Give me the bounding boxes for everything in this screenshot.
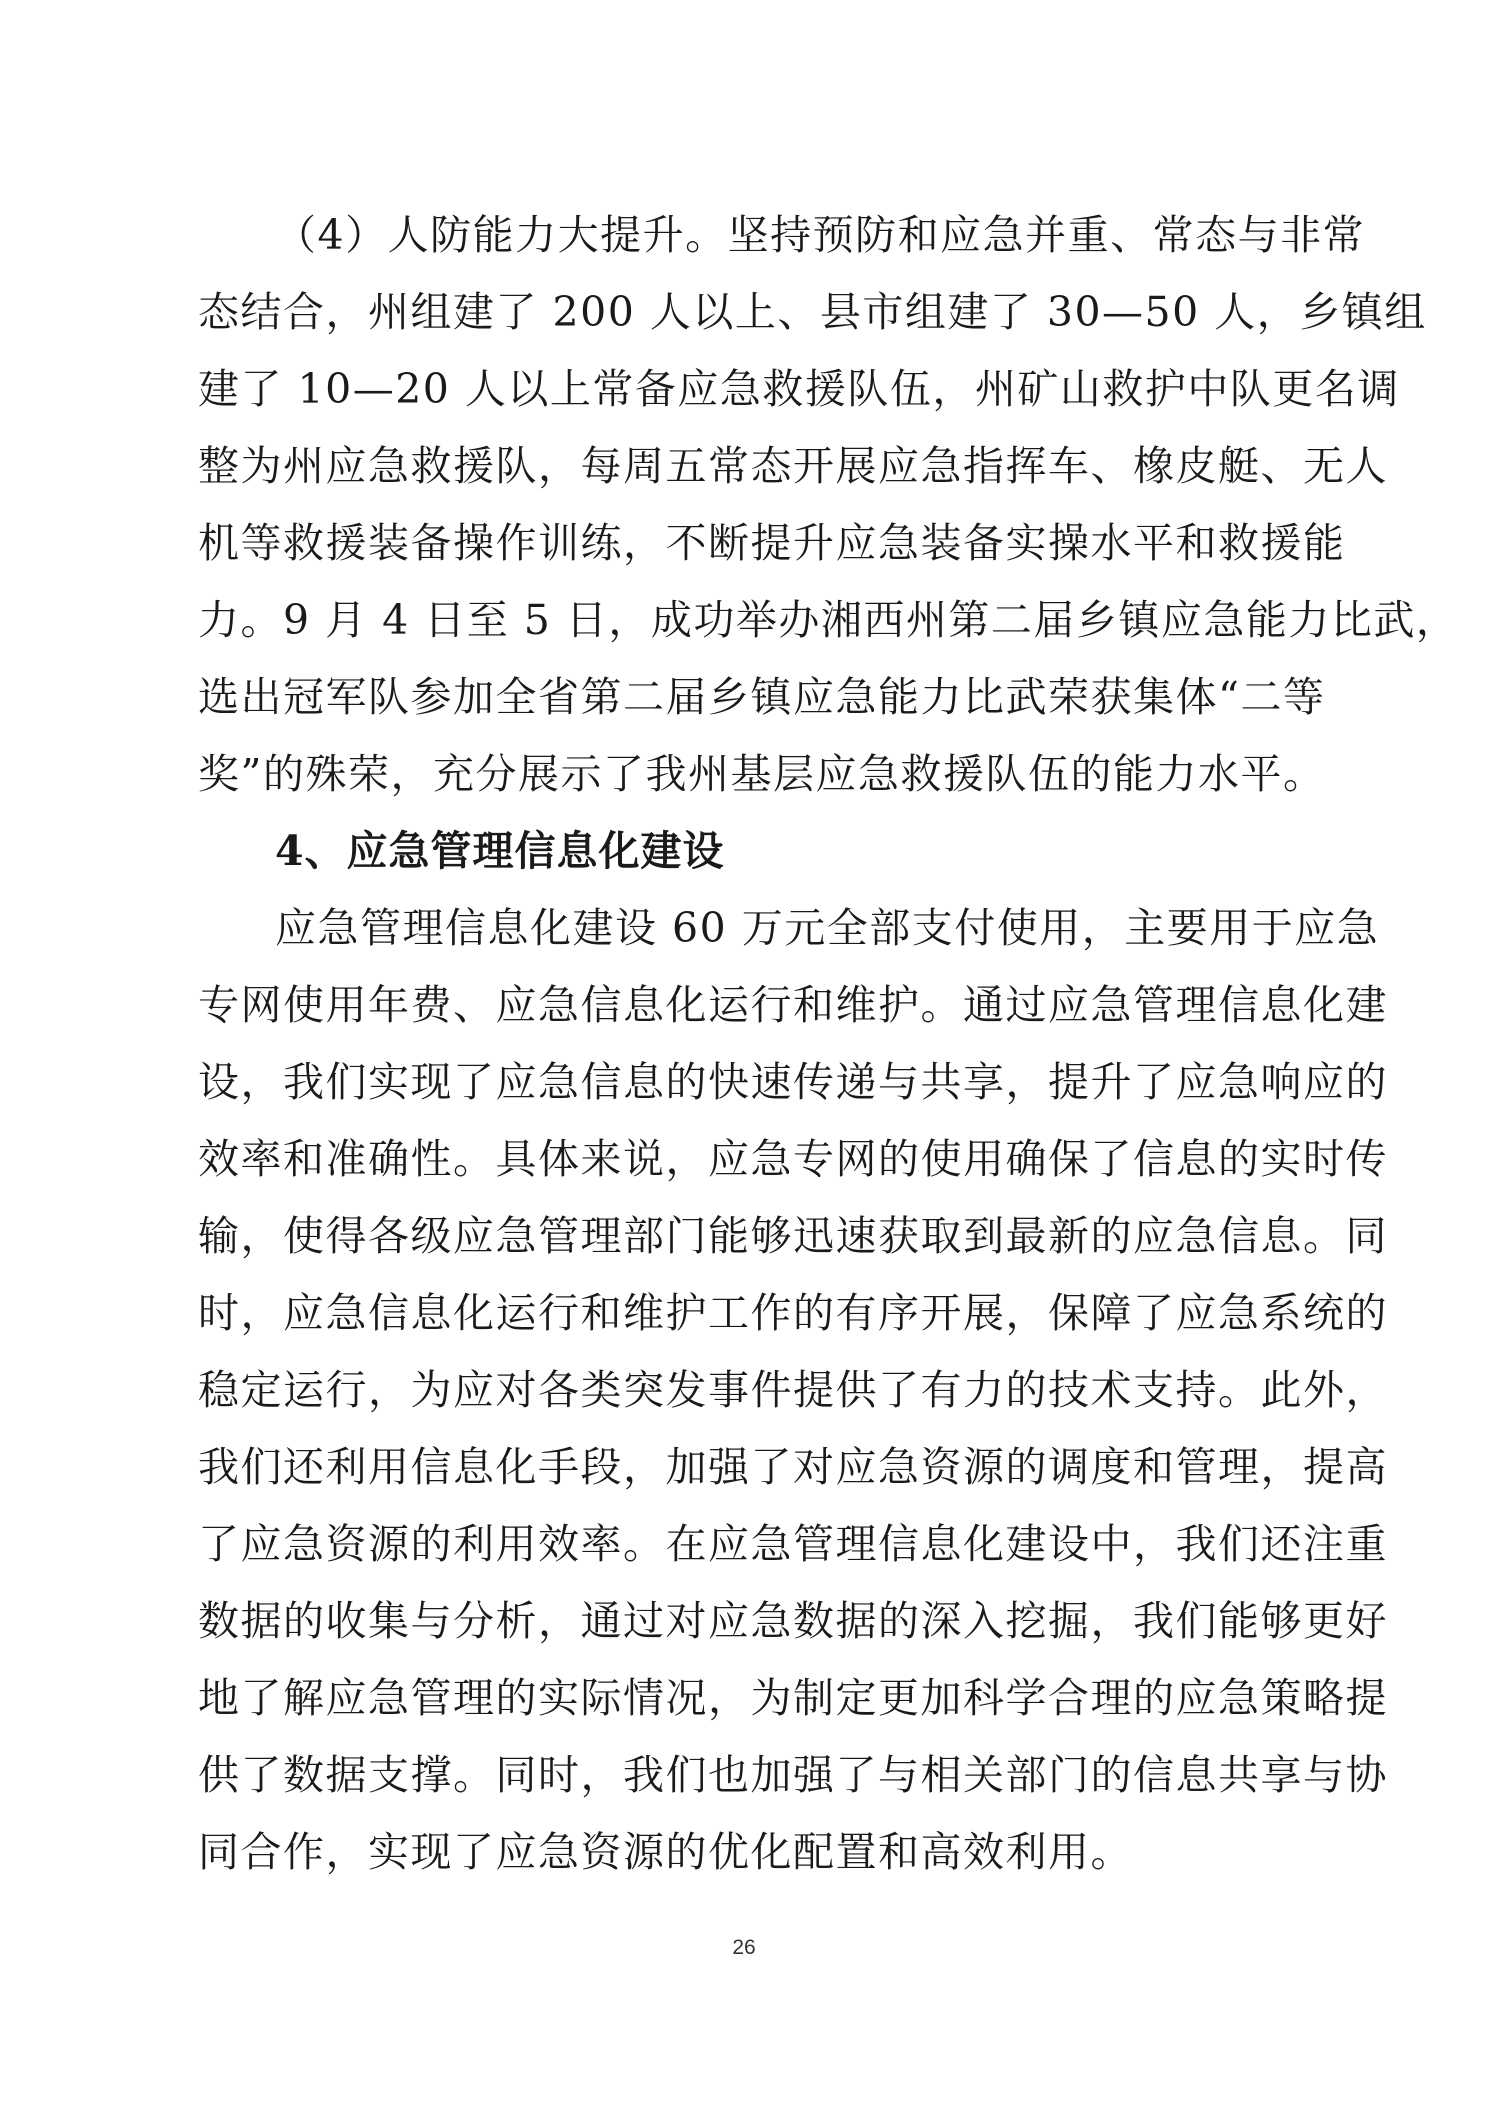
paragraph-line: 机等救援装备操作训练，不断提升应急装备实操水平和救援能	[198, 519, 1346, 567]
paragraph-line: 选出冠军队参加全省第二届乡镇应急能力比武荣获集体“二等	[198, 673, 1326, 721]
paragraph-line: 态结合，州组建了 200 人以上、县市组建了 30—50 人，乡镇组	[198, 288, 1427, 336]
paragraph-line: 设，我们实现了应急信息的快速传递与共享，提升了应急响应的	[198, 1058, 1388, 1106]
paragraph-line: 应急管理信息化建设 60 万元全部支付使用，主要用于应急	[275, 904, 1380, 952]
paragraph-line: 效率和准确性。具体来说，应急专网的使用确保了信息的实时传	[198, 1135, 1388, 1183]
paragraph-line: 同合作，实现了应急资源的优化配置和高效利用。	[198, 1828, 1133, 1876]
paragraph-line: 供了数据支撑。同时，我们也加强了与相关部门的信息共享与协	[198, 1751, 1388, 1799]
page-number: 26	[732, 1936, 756, 1959]
paragraph-line: 数据的收集与分析，通过对应急数据的深入挖掘，我们能够更好	[198, 1597, 1388, 1645]
paragraph-line: 时，应急信息化运行和维护工作的有序开展，保障了应急系统的	[198, 1289, 1388, 1337]
paragraph-line: 力。9 月 4 日至 5 日，成功举办湘西州第二届乡镇应急能力比武，	[198, 596, 1459, 644]
section-heading: 4、应急管理信息化建设	[275, 827, 725, 875]
paragraph-line: 稳定运行，为应对各类突发事件提供了有力的技术支持。此外，	[198, 1366, 1388, 1414]
paragraph-line: 输，使得各级应急管理部门能够迅速获取到最新的应急信息。同	[198, 1212, 1388, 1260]
paragraph-line: 地了解应急管理的实际情况，为制定更加科学合理的应急策略提	[198, 1674, 1388, 1722]
paragraph-line: 专网使用年费、应急信息化运行和维护。通过应急管理信息化建	[198, 981, 1388, 1029]
paragraph-line: 建了 10—20 人以上常备应急救援队伍，州矿山救护中队更名调	[198, 365, 1400, 413]
paragraph-line: 我们还利用信息化手段，加强了对应急资源的调度和管理，提高	[198, 1443, 1388, 1491]
paragraph-line: 了应急资源的利用效率。在应急管理信息化建设中，我们还注重	[198, 1520, 1388, 1568]
paragraph-line: （4）人防能力大提升。坚持预防和应急并重、常态与非常	[275, 211, 1366, 259]
paragraph-line: 整为州应急救援队，每周五常态开展应急指挥车、橡皮艇、无人	[198, 442, 1388, 490]
paragraph-line: 奖”的殊荣，充分展示了我州基层应急救援队伍的能力水平。	[198, 750, 1326, 798]
